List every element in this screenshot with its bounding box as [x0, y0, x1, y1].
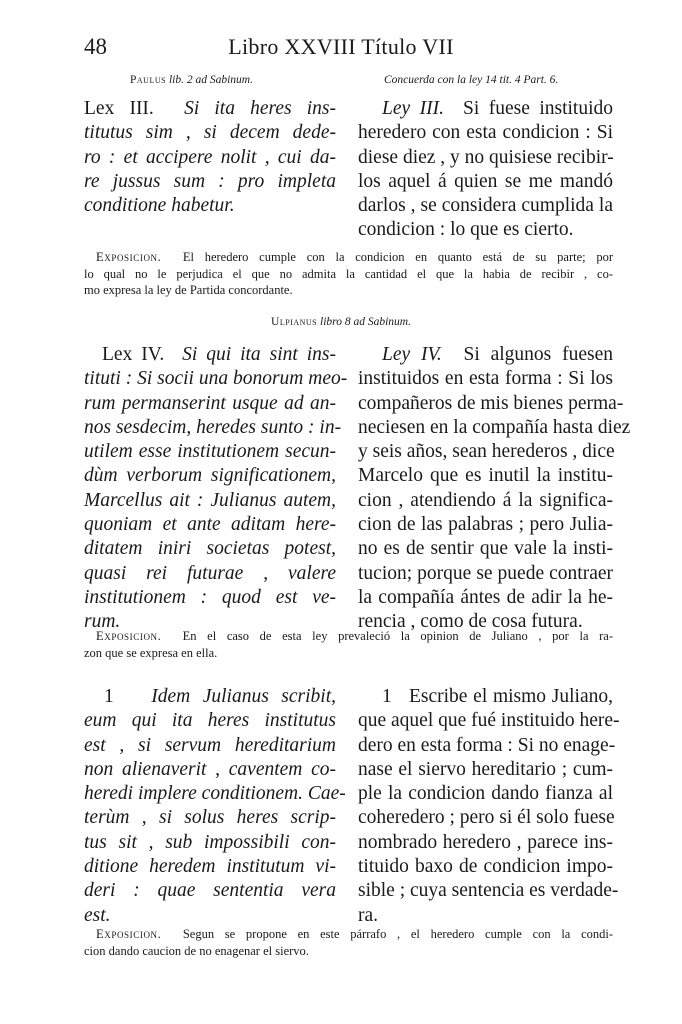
- lex-number: Lex III.: [84, 98, 154, 119]
- running-title: Libro XXVIII Título VII: [228, 34, 454, 59]
- paragraph-number: 1: [382, 686, 392, 707]
- source-right: Concuerda con la ley 14 tit. 4 Part. 6.: [384, 74, 559, 86]
- spanish-column-paragraph-1: 1 Escribe el mismo Juliano, que aquel que fué instituido here- dero en esta forma : Si no enage- nase el siervo hereditario ; cum- ple la condicion dando fianza al coheredero ; pero si él solo fuese nombrado heredero , parece ins- tituido baxo de condicion impo- sible ; cuya sentencia es verdade- ra.: [358, 686, 620, 926]
- spanish-column-ley-4: Ley IV. Si algunos fuesen instituidos en esta forma : Si los compañeros de mis bienes perma- neciesen en la compañía hasta diez y seis años, sean herederos , dice Marcelo que es inutil la institu- cion , atendiendo á la significa- cion de las palabras ; pero Julia- no es de sentir que vale la insti- tucion; porque se puede contraer la compañía ántes de adir la he- rencia , como de cosa futura.: [358, 344, 631, 633]
- lex-number: Lex IV.: [102, 344, 165, 365]
- exposicion-label: Exposicion.: [96, 927, 162, 941]
- ley-number: Ley III.: [382, 98, 444, 119]
- spanish-column-ley-3: Ley III. Si fuese instituido heredero con esta condicion : Si diese diez , y no quisiese recibir- los aquel á quien se me mandó darlos , se considera cumplida la condicion : lo que es cierto.: [358, 98, 614, 241]
- source-left: Paulus lib. 2 ad Sabinum.: [130, 74, 253, 86]
- latin-column-paragraph-1: 1 Idem Julianus scribit, eum qui ita heres institutus est , si servum hereditarium non alienaverit , caventem co- heredi implere conditionem. Cae- terùm , si solus heres scrip- tus sit , sub impossibili con- ditione heredem institutum vi- deri : quae sententia vera est.: [84, 686, 346, 926]
- paragraph-number: 1: [104, 686, 114, 707]
- exposicion-2: Exposicion. En el caso de esta ley prevaleció la opinion de Juliano , por la ra- zon que se expresa en ella.: [84, 629, 614, 660]
- latin-column-lex-3: Lex III. Si ita heres ins- titutus sim , si decem dede- ro : et accipere nolit , cui da- re jussus sum : pro impleta conditione habetur.: [84, 98, 336, 217]
- ley-number: Ley IV.: [382, 344, 442, 365]
- page-number: 48: [84, 34, 107, 59]
- running-head: [0, 34, 682, 64]
- exposicion-3: Exposicion. Segun se propone en este párrafo , el heredero cumple con la condi- cion dando caucion de no enagenar el siervo.: [84, 927, 613, 958]
- source-center: Ulpianus libro 8 ad Sabinum.: [271, 316, 411, 328]
- exposicion-label: Exposicion.: [96, 629, 162, 643]
- exposicion-1: Exposicion. El heredero cumple con la condicion en quanto está de su parte; por lo qual no le perjudica el que no admita la cantidad el que la habia de recibir , co- mo expresa la ley de Partida concordante.: [84, 250, 614, 297]
- exposicion-label: Exposicion.: [96, 250, 162, 264]
- latin-column-lex-4: Lex IV. Si qui ita sint ins- tituti : Si socii una bonorum meo- rum permanserint usque ad an- nos sesdecim, heredes sunto : in- utilem esse institutionem secun- dùm verborum significationem, Marcellus ait : Julianus autem, quoniam et ante aditam here- ditatem iniri societas potest, quasi rei futurae , valere institutionem : quod est ve- rum.: [84, 344, 348, 633]
